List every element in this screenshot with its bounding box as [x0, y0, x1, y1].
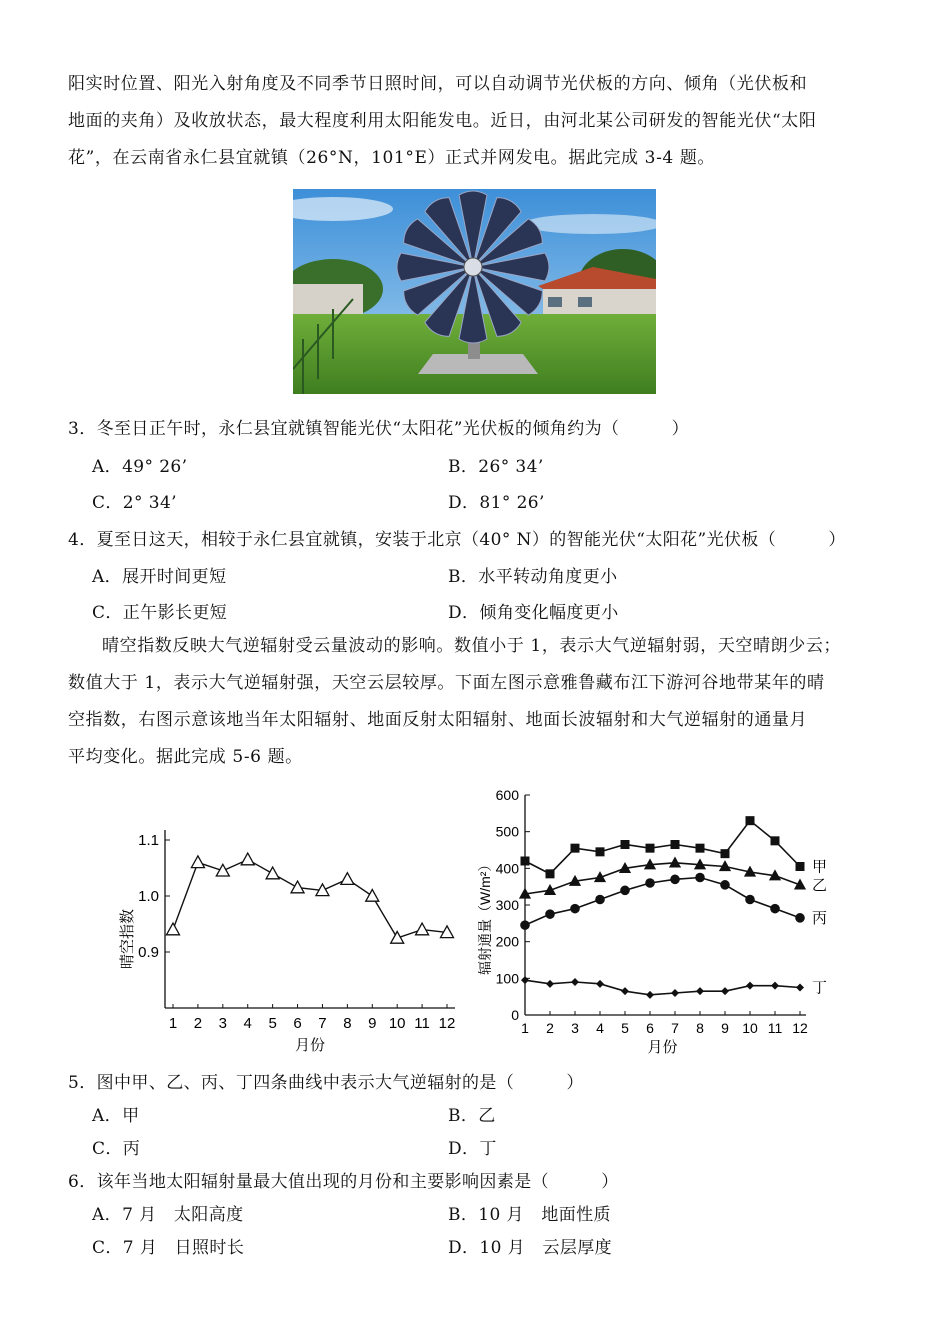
passage2-line-2: 数值大于 1，表示大气逆辐射强，天空云层较厚。下面左图示意雅鲁藏布江下游河谷地带某年的晴 [68, 673, 825, 693]
y-axis-label: 辐射通量（W/m²） [477, 857, 493, 975]
series-point-4 [746, 982, 754, 990]
question-5-stem: 5．图中甲、乙、丙、丁四条曲线中表示大气逆辐射的是（ ） [68, 1073, 584, 1093]
question-6-stem: 6．该年当地太阳辐射量最大值出现的月份和主要影响因素是（ ） [68, 1172, 619, 1192]
series-point-4 [696, 987, 704, 995]
clear-sky-point [216, 864, 229, 876]
series-point-1 [746, 816, 755, 825]
series-point-3 [595, 895, 605, 905]
y-tick-label: 600 [495, 787, 519, 803]
series-point-1 [646, 844, 655, 853]
question-3-option-a[interactable]: A．49° 26’ [92, 457, 188, 477]
x-tick-label: 11 [414, 1015, 430, 1032]
y-tick-label: 1.0 [138, 888, 159, 905]
clear-sky-series-line [173, 860, 447, 938]
x-tick-label: 4 [596, 1020, 604, 1036]
question-3-stem: 3．冬至日正午时，永仁县宜就镇智能光伏“太阳花”光伏板的倾角约为（ ） [68, 419, 689, 439]
y-tick-label: 1.1 [138, 832, 159, 849]
series-label-3: 丙 [812, 909, 828, 927]
series-point-4 [796, 984, 804, 992]
series-point-1 [696, 844, 705, 853]
series-point-1 [546, 869, 555, 878]
x-tick-label: 9 [368, 1015, 377, 1032]
series-point-4 [546, 980, 554, 988]
question-3-option-b[interactable]: B．26° 34’ [448, 457, 544, 477]
series-point-3 [520, 920, 530, 930]
series-point-1 [771, 836, 780, 845]
x-axis-label: 月份 [647, 1039, 678, 1055]
series-point-1 [621, 840, 630, 849]
x-tick-label: 12 [438, 1015, 456, 1032]
series-point-3 [720, 880, 730, 890]
x-tick-label: 5 [621, 1020, 629, 1036]
x-tick-label: 1 [521, 1020, 529, 1036]
series-point-4 [571, 978, 579, 986]
clear-sky-point [241, 853, 254, 865]
y-tick-label: 100 [495, 970, 519, 987]
series-label-4: 丁 [812, 979, 828, 997]
x-tick-label: 2 [546, 1020, 554, 1036]
x-tick-label: 9 [721, 1020, 729, 1036]
series-point-1 [521, 857, 530, 866]
series-point-3 [645, 878, 655, 888]
clear-sky-point [191, 856, 204, 868]
clear-sky-point [291, 881, 304, 893]
series-point-3 [770, 904, 780, 914]
series-point-4 [771, 982, 779, 990]
x-tick-label: 6 [293, 1015, 302, 1032]
series-point-3 [745, 895, 755, 905]
clear-sky-index-chart [110, 818, 470, 1062]
clear-sky-point [416, 923, 429, 935]
question-5-option-b[interactable]: B．乙 [448, 1106, 496, 1126]
passage2-line-1: 晴空指数反映大气逆辐射受云量波动的影响。数值小于 1，表示大气逆辐射弱，天空晴朗少云； [102, 636, 842, 656]
series-point-1 [721, 849, 730, 858]
series-point-3 [695, 873, 705, 883]
x-tick-label: 4 [243, 1015, 252, 1032]
question-6-option-a[interactable]: A．7 月 太阳高度 [92, 1205, 244, 1225]
question-4-option-d[interactable]: D．倾角变化幅度更小 [448, 603, 619, 623]
x-tick-label: 6 [646, 1020, 654, 1036]
question-5-option-a[interactable]: A．甲 [92, 1106, 140, 1126]
question-4-stem: 4．夏至日这天，相较于永仁县宜就镇，安装于北京（40° N）的智能光伏“太阳花”光伏板（ ） [68, 530, 846, 550]
question-5-option-d[interactable]: D．丁 [448, 1139, 497, 1159]
x-tick-label: 7 [671, 1020, 679, 1036]
question-6-option-b[interactable]: B．10 月 地面性质 [448, 1205, 611, 1225]
series-point-3 [545, 909, 555, 919]
series-line-1 [525, 821, 800, 874]
question-6-option-c[interactable]: C．7 月 日照时长 [92, 1238, 245, 1258]
x-tick-label: 3 [218, 1015, 227, 1032]
intro-line-1: 阳实时位置、阳光入射角度及不同季节日照时间，可以自动调节光伏板的方向、倾角（光伏板和 [68, 74, 808, 94]
x-tick-label: 11 [767, 1020, 783, 1036]
series-point-1 [796, 862, 805, 871]
question-5-option-c[interactable]: C．丙 [92, 1139, 141, 1159]
series-line-2 [525, 863, 800, 894]
question-4-option-c[interactable]: C．正午影长更短 [92, 603, 228, 623]
passage2-line-3: 空指数，右图示意该地当年太阳辐射、地面反射太阳辐射、地面长波辐射和大气逆辐射的通量月 [68, 710, 808, 730]
series-point-4 [671, 989, 679, 997]
series-point-1 [571, 844, 580, 853]
y-tick-label: 0 [511, 1007, 519, 1023]
clear-sky-point [341, 873, 354, 885]
x-tick-label: 8 [343, 1015, 352, 1032]
series-point-3 [670, 875, 680, 885]
x-tick-label: 12 [792, 1020, 808, 1036]
radiation-flux-chart [470, 780, 850, 1059]
y-tick-label: 400 [495, 860, 519, 877]
x-tick-label: 7 [318, 1015, 327, 1032]
x-tick-label: 5 [268, 1015, 277, 1032]
y-tick-label: 300 [495, 897, 519, 913]
y-tick-label: 500 [495, 823, 519, 840]
x-tick-label: 2 [193, 1015, 203, 1032]
y-axis-label: 晴空指数 [119, 908, 136, 969]
clear-sky-point [266, 867, 279, 879]
intro-line-3: 花”，在云南省永仁县宜就镇（26°N，101°E）正式并网发电。据此完成 3-4 题。 [68, 148, 716, 168]
x-tick-label: 8 [696, 1020, 704, 1036]
series-label-2: 乙 [812, 876, 828, 894]
intro-line-2: 地面的夹角）及收放状态，最大程度利用太阳能发电。近日，由河北某公司研发的智能光伏“太阳 [68, 111, 817, 131]
clear-sky-point [366, 890, 379, 902]
passage2-line-4: 平均变化。据此完成 5-6 题。 [68, 747, 303, 767]
clear-sky-point [167, 923, 180, 935]
series-label-1: 甲 [812, 858, 828, 876]
series-point-4 [521, 976, 529, 984]
clear-sky-point [391, 932, 404, 944]
series-point-3 [570, 904, 580, 914]
question-4-option-b[interactable]: B．水平转动角度更小 [448, 567, 618, 587]
question-4-option-a[interactable]: A．展开时间更短 [92, 567, 227, 587]
series-point-4 [621, 987, 629, 995]
series-point-1 [596, 847, 605, 856]
x-tick-label: 10 [742, 1020, 758, 1036]
x-axis-label: 月份 [294, 1037, 326, 1054]
solar-flower-photo [293, 189, 656, 394]
series-point-1 [671, 840, 680, 849]
question-3-option-c[interactable]: C．2° 34’ [92, 493, 177, 513]
series-point-4 [646, 991, 654, 999]
x-tick-label: 10 [388, 1015, 406, 1032]
series-line-4 [525, 980, 800, 995]
question-6-option-d[interactable]: D．10 月 云层厚度 [448, 1238, 613, 1258]
series-point-3 [795, 913, 805, 923]
series-point-4 [721, 987, 729, 995]
y-tick-label: 200 [495, 933, 519, 950]
question-3-option-d[interactable]: D．81° 26’ [448, 493, 545, 513]
y-tick-label: 0.9 [138, 944, 159, 961]
x-tick-label: 1 [168, 1015, 178, 1032]
series-point-3 [620, 886, 630, 896]
x-tick-label: 3 [571, 1020, 579, 1036]
series-point-4 [596, 980, 604, 988]
